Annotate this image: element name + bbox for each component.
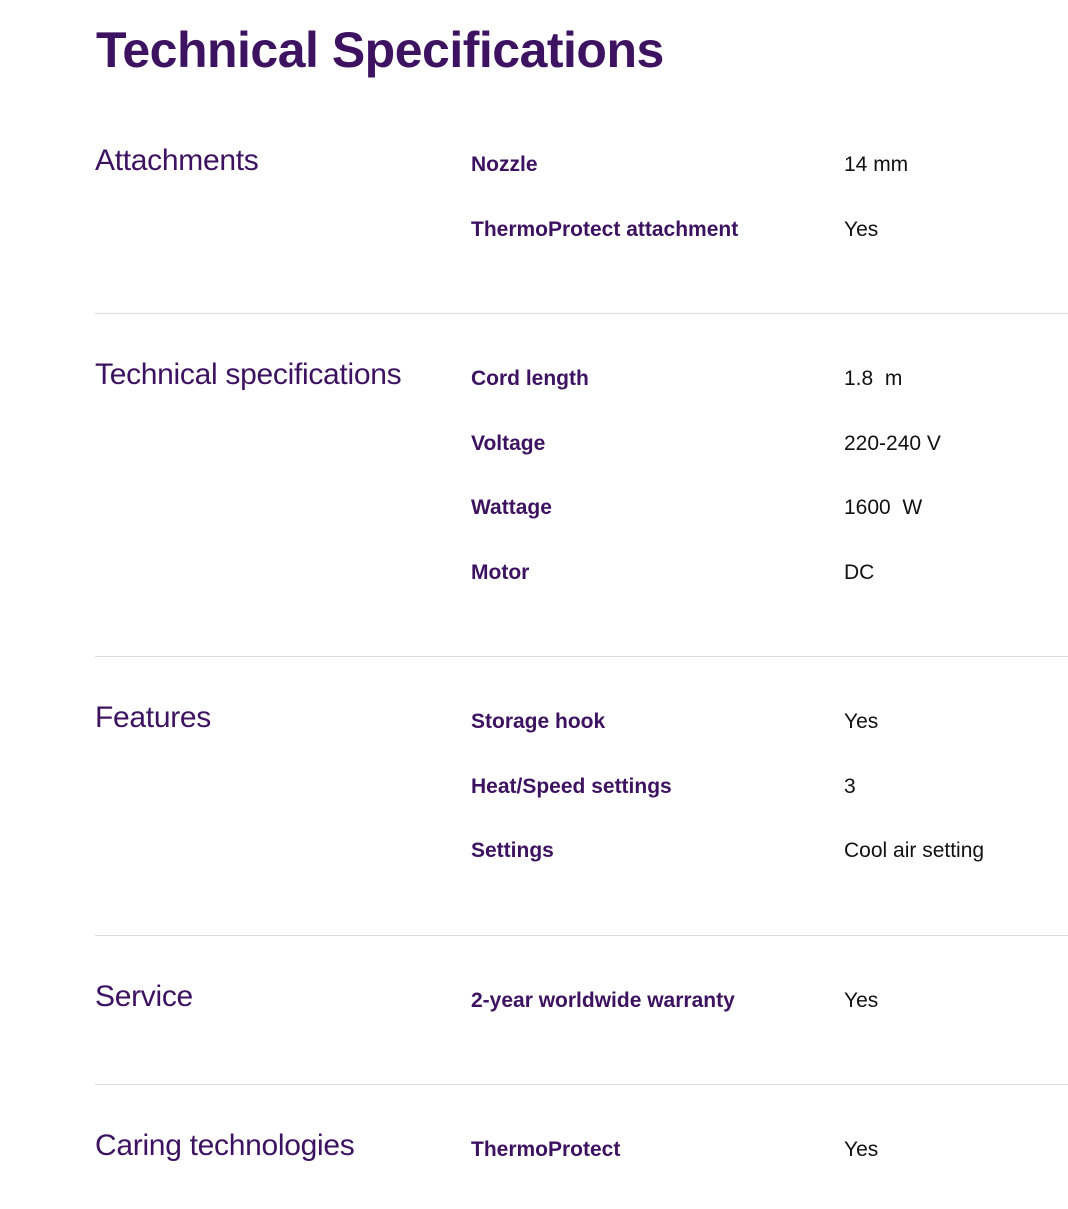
spec-label: 2-year worldwide warranty xyxy=(471,989,735,1012)
spec-row-settings xyxy=(95,836,1068,866)
spec-section-caring-technologies xyxy=(95,1128,1068,1188)
spec-value: DC xyxy=(844,561,875,584)
spec-value: Yes xyxy=(844,710,879,733)
spec-row-nozzle xyxy=(95,150,1068,180)
spec-row-voltage xyxy=(95,429,1068,459)
section-title: Service xyxy=(95,980,193,1013)
spec-value: Cool air setting xyxy=(844,839,985,862)
section-divider xyxy=(95,313,1068,314)
page-title: Technical Specifications xyxy=(96,22,664,78)
spec-label: ThermoProtect xyxy=(471,1138,621,1161)
spec-section-technical-specifications xyxy=(95,357,1068,607)
section-divider xyxy=(95,1084,1068,1085)
spec-section-features xyxy=(95,700,1068,890)
spec-value: 14 mm xyxy=(844,153,909,176)
spec-label: Storage hook xyxy=(471,710,606,733)
section-title: Attachments xyxy=(95,144,259,177)
spec-row-wattage xyxy=(95,493,1068,523)
section-divider xyxy=(95,935,1068,936)
spec-label: Motor xyxy=(471,561,530,584)
spec-section-service xyxy=(95,979,1068,1039)
spec-label: Settings xyxy=(471,839,554,862)
spec-row-thermoprotect-attachment xyxy=(95,215,1068,245)
spec-value: 1.8 m xyxy=(844,367,903,390)
spec-label: Heat/Speed settings xyxy=(471,775,672,798)
spec-row-heat-speed-settings xyxy=(95,772,1068,802)
spec-row-warranty xyxy=(95,986,1068,1016)
spec-row-motor xyxy=(95,558,1068,588)
spec-value: Yes xyxy=(844,218,879,241)
spec-value: Yes xyxy=(844,989,879,1012)
spec-value: 1600 W xyxy=(844,496,923,519)
section-title: Caring technologies xyxy=(95,1129,355,1162)
spec-label: Wattage xyxy=(471,496,552,519)
spec-row-thermoprotect xyxy=(95,1135,1068,1165)
spec-label: Voltage xyxy=(471,432,546,455)
spec-label: Nozzle xyxy=(471,153,538,176)
spec-row-cord-length xyxy=(95,364,1068,394)
spec-row-storage-hook xyxy=(95,707,1068,737)
spec-label: ThermoProtect attachment xyxy=(471,218,739,241)
section-divider xyxy=(95,656,1068,657)
spec-value: Yes xyxy=(844,1138,879,1161)
section-title: Technical specifications xyxy=(95,358,402,391)
spec-value: 3 xyxy=(844,775,856,798)
spec-label: Cord length xyxy=(471,367,589,390)
spec-section-attachments xyxy=(95,143,1068,263)
spec-value: 220-240 V xyxy=(844,432,941,455)
section-title: Features xyxy=(95,701,211,734)
